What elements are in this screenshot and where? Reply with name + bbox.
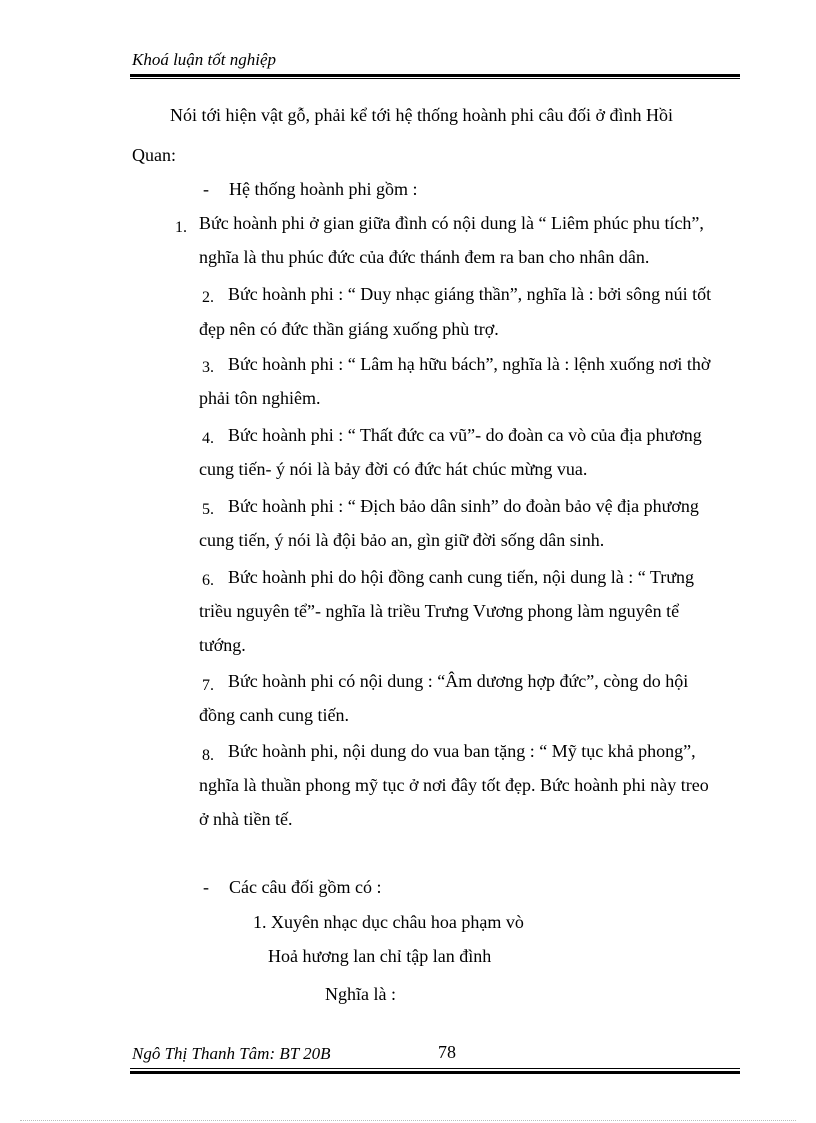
item-number: 6.	[202, 572, 214, 589]
footer-rule-thin	[130, 1068, 740, 1069]
item-text-line: cung tiến, ý nói là đội bảo an, gìn giữ đời sống dân sinh.	[199, 530, 605, 550]
item-text-line: Bức hoành phi, nội dung do vua ban tặng : “ Mỹ tục khả phong”,	[228, 741, 696, 761]
item-number: 3.	[202, 359, 214, 376]
item-text-line: đồng canh cung tiến.	[199, 705, 349, 725]
item-text-line: tướng.	[199, 635, 246, 655]
section2-heading: Các câu đối gồm có :	[229, 877, 382, 897]
item-text-line: nghĩa là thuần phong mỹ tục ở nơi đây tốt đẹp. Bức hoành phi này treo	[199, 775, 709, 795]
item-number: 5.	[202, 501, 214, 518]
meaning-label: Nghĩa là :	[325, 984, 396, 1004]
intro-line-2: Quan:	[132, 145, 176, 165]
header-rule-thin	[130, 78, 740, 79]
item-text-line: Bức hoành phi : “ Địch bảo dân sinh” do đoàn bảo vệ địa phương	[228, 496, 699, 516]
item-text-line: Bức hoành phi có nội dung : “Âm dương hợp đức”, còng do hội	[228, 671, 689, 691]
item-text-line: Bức hoành phi ở gian giữa đình có nội dung là “ Liêm phúc phu tích”,	[199, 213, 704, 233]
item-number: 4.	[202, 430, 214, 447]
item-text-line: nghĩa là thu phúc đức của đức thánh đem ra ban cho nhân dân.	[199, 247, 650, 267]
couplet-line-2: Hoả hương lan chỉ tập lan đình	[268, 946, 492, 966]
item-text-line: ở nhà tiền tế.	[199, 809, 293, 829]
footer-rule-thick	[130, 1071, 740, 1074]
item-text-line: đẹp nên có đức thần giáng xuống phù trợ.	[199, 319, 499, 339]
item-number: 8.	[202, 747, 214, 764]
section1-bullet: -	[203, 179, 209, 199]
section2-bullet: -	[203, 877, 209, 897]
footer-author: Ngô Thị Thanh Tâm: BT 20B	[132, 1044, 331, 1063]
header-title: Khoá luận tốt nghiệp	[132, 50, 277, 69]
item-text-line: triều nguyên tể”- nghĩa là triều Trưng Vương phong làm nguyên tể	[199, 601, 680, 621]
intro-line-1: Nói tới hiện vật gỗ, phải kể tới hệ thống hoành phi câu đối ở đình Hồi	[170, 105, 673, 125]
item-text-line: Bức hoành phi do hội đồng canh cung tiến, nội dung là : “ Trưng	[228, 567, 694, 587]
section1-heading: Hệ thống hoành phi gồm :	[229, 179, 418, 199]
item-number: 7.	[202, 677, 214, 694]
page-number: 78	[438, 1042, 456, 1062]
item-text-line: phải tôn nghiêm.	[199, 388, 321, 408]
item-text-line: cung tiến- ý nói là bảy đời có đức hát chúc mừng vua.	[199, 459, 588, 479]
header-rule-thick	[130, 74, 740, 77]
item-number: 1.	[175, 219, 187, 236]
item-number: 2.	[202, 289, 214, 306]
item-text-line: Bức hoành phi : “ Duy nhạc giáng thần”, nghĩa là : bởi sông núi tốt	[228, 284, 712, 304]
item-text-line: Bức hoành phi : “ Thất đức ca vũ”- do đoàn ca vò của địa phương	[228, 425, 702, 445]
couplet-line-1: 1. Xuyên nhạc dục châu hoa phạm vò	[253, 912, 524, 932]
item-text-line: Bức hoành phi : “ Lâm hạ hữu bách”, nghĩa là : lệnh xuống nơi thờ	[228, 354, 711, 374]
page-edge-dotted-line	[20, 1120, 796, 1121]
